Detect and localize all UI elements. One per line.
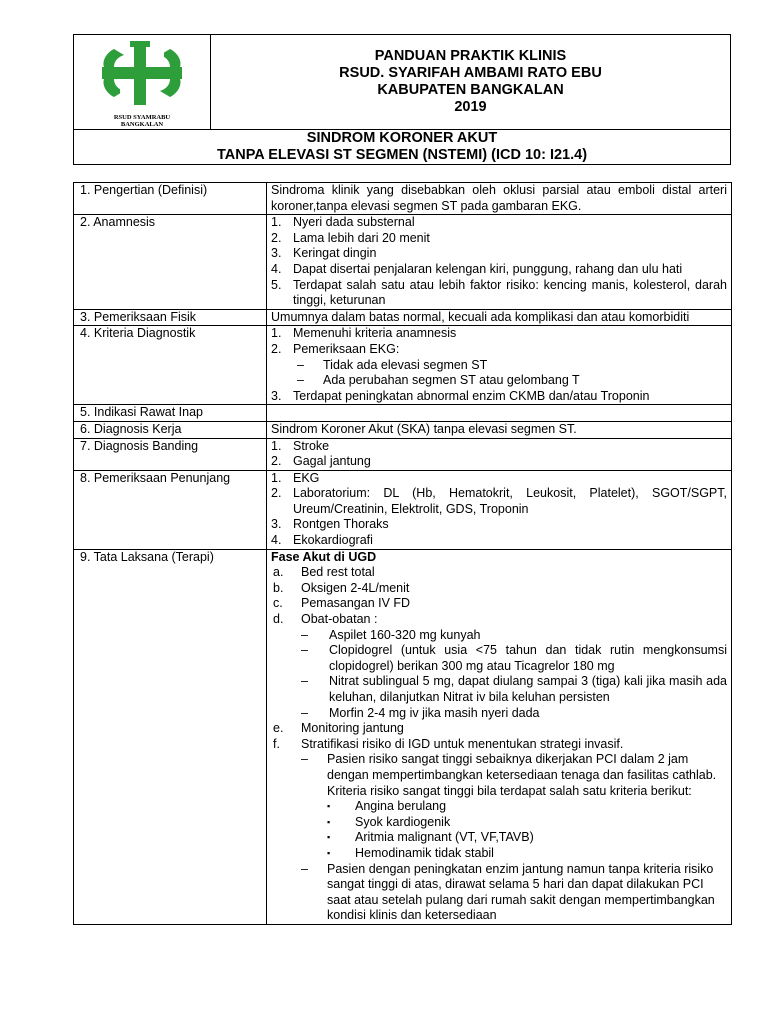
list-item: – Aspilet 160-320 mg kunyah bbox=[301, 627, 481, 642]
table-row bbox=[74, 549, 732, 924]
header-title-line2: RSUD. SYARIFAH AMBAMI RATO EBU bbox=[339, 65, 602, 81]
list-item: 1. Stroke bbox=[271, 438, 330, 453]
row-content bbox=[267, 438, 732, 470]
logo-caption bbox=[74, 114, 210, 128]
hospital-logo-icon bbox=[96, 37, 188, 113]
row-content bbox=[267, 405, 732, 422]
list-item: 4. Dapat disertai penjalaran kelengan kiri, punggung, rahang dan ulu hati bbox=[271, 261, 683, 276]
header-title-cell bbox=[211, 35, 731, 130]
logo-cell bbox=[74, 35, 211, 130]
row-label: 8. Pemeriksaan Penunjang bbox=[74, 470, 267, 549]
list-item: a. Bed rest total bbox=[273, 565, 375, 580]
section-heading: Fase Akut di UGD bbox=[271, 549, 377, 564]
list-item: ▪ Syok kardiogenik bbox=[327, 814, 451, 829]
list-item: 2. Pemeriksaan EKG: bbox=[271, 341, 400, 356]
logo-caption-line1: RSUD SYAMRABU bbox=[113, 114, 171, 121]
list-item: ▪ Aritmia malignant (VT, VF,TAVB) bbox=[327, 830, 534, 845]
header-title-line1: PANDUAN PRAKTIK KLINIS bbox=[374, 48, 567, 64]
row-label: 1. Pengertian (Definisi) bbox=[74, 183, 267, 215]
row-label: 2. Anamnesis bbox=[74, 215, 267, 310]
list-item: 5. Terdapat salah satu atau lebih faktor risiko: kencing manis, kolesterol, darah tinggi, keturunan bbox=[271, 277, 727, 308]
header-year: 2019 bbox=[454, 99, 487, 115]
list-item: ▪ Angina berulang bbox=[327, 799, 447, 814]
table-row bbox=[74, 215, 732, 310]
list-item: 1. Memenuhi kriteria anamnesis bbox=[271, 326, 457, 341]
table-row bbox=[74, 405, 732, 422]
row-label: 9. Tata Laksana (Terapi) bbox=[74, 549, 267, 924]
row-content bbox=[267, 215, 732, 310]
row-label: 7. Diagnosis Banding bbox=[74, 438, 267, 470]
row-content: Sindroma klinik yang disebabkan oleh oklusi parsial atau emboli distal arteri koroner,tanpa elevasi segmen ST pada gambaran EKG. bbox=[267, 183, 732, 215]
header-title-line3: KABUPATEN BANGKALAN bbox=[377, 82, 564, 98]
table-row bbox=[74, 183, 732, 215]
list-item: c. Pemasangan IV FD bbox=[273, 596, 411, 611]
list-item: 4. Ekokardiografi bbox=[271, 533, 373, 548]
subtitle-line2: TANPA ELEVASI ST SEGMEN (NSTEMI) (ICD 10: I21.4) bbox=[216, 147, 588, 163]
logo-caption-line2: BANGKALAN bbox=[120, 121, 164, 128]
list-item: e. Monitoring jantung bbox=[273, 721, 404, 736]
list-item: – Nitrat sublingual 5 mg, dapat diulang sampai 3 (tiga) kali jika masih ada keluhan, dilanjutkan Nitrat iv bila keluhan persisten bbox=[301, 674, 727, 704]
list-item: – Ada perubahan segmen ST atau gelombang T bbox=[297, 373, 580, 388]
list-item: 2. Gagal jantung bbox=[271, 454, 371, 469]
list-item: 2. Lama lebih dari 20 menit bbox=[271, 230, 430, 245]
subtitle-line1: SINDROM KORONER AKUT bbox=[306, 130, 498, 146]
document-page bbox=[73, 34, 733, 923]
list-item: – Pasien risiko sangat tinggi sebaiknya dikerjakan PCI dalam 2 jam dengan mempertimbangkan ketersediaan tenaga dan fasilitas cathlab. Kriteria risiko sangat tinggi bila terdapat salah satu kriteria berikut: bbox=[301, 752, 717, 798]
list-item: – Clopidogrel (untuk usia <75 tahun dan tidak rutin mengkonsumsi clopidogrel) berikan 300 mg atau Ticagrelor 180 mg bbox=[301, 643, 727, 673]
table-row bbox=[74, 309, 732, 326]
content-table bbox=[73, 182, 732, 925]
table-row bbox=[74, 438, 732, 470]
row-content bbox=[267, 326, 732, 405]
table-row bbox=[74, 421, 732, 438]
table-row bbox=[74, 470, 732, 549]
row-content: Umumnya dalam batas normal, kecuali ada komplikasi dan atau komorbiditi bbox=[267, 309, 732, 326]
list-item: b. Oksigen 2-4L/menit bbox=[273, 580, 410, 595]
list-item: f. Stratifikasi risiko di IGD untuk menentukan strategi invasif. bbox=[273, 736, 624, 751]
row-label: 6. Diagnosis Kerja bbox=[74, 421, 267, 438]
list-item: d. Obat-obatan : bbox=[273, 612, 378, 627]
list-item: 1. EKG bbox=[271, 470, 320, 485]
list-item: – Morfin 2-4 mg iv jika masih nyeri dada bbox=[301, 705, 540, 720]
document-header bbox=[73, 34, 731, 165]
list-item: 3. Rontgen Thoraks bbox=[271, 517, 389, 532]
list-item: 2. Laboratorium: DL (Hb, Hematokrit, Leukosit, Platelet), SGOT/SGPT, Ureum/Creatinin, Elektrolit, GDS, Troponin bbox=[271, 486, 727, 516]
list-item: 3. Keringat dingin bbox=[271, 246, 377, 261]
row-label: 5. Indikasi Rawat Inap bbox=[74, 405, 267, 422]
document-subtitle bbox=[74, 130, 731, 165]
table-row bbox=[74, 326, 732, 405]
list-item: 1. Nyeri dada substernal bbox=[271, 215, 415, 230]
row-content: Sindrom Koroner Akut (SKA) tanpa elevasi segmen ST. bbox=[267, 421, 732, 438]
list-item: – Tidak ada elevasi segmen ST bbox=[297, 357, 488, 372]
list-item: ▪ Hemodinamik tidak stabil bbox=[327, 845, 494, 860]
row-content bbox=[267, 470, 732, 549]
row-label: 3. Pemeriksaan Fisik bbox=[74, 309, 267, 326]
row-content bbox=[267, 549, 732, 924]
row-label: 4. Kriteria Diagnostik bbox=[74, 326, 267, 405]
list-item: 3. Terdapat peningkatan abnormal enzim CKMB dan/atau Troponin bbox=[271, 388, 650, 403]
list-item: – Pasien dengan peningkatan enzim jantung namun tanpa kriteria risiko sangat tinggi di atas, dirawat selama 5 hari dan dapat dilakukan PCI saat atau setelah pulang dari rumah sakit dengan mempertimbangkan kondisi klinis dan ketersediaan bbox=[301, 861, 715, 923]
